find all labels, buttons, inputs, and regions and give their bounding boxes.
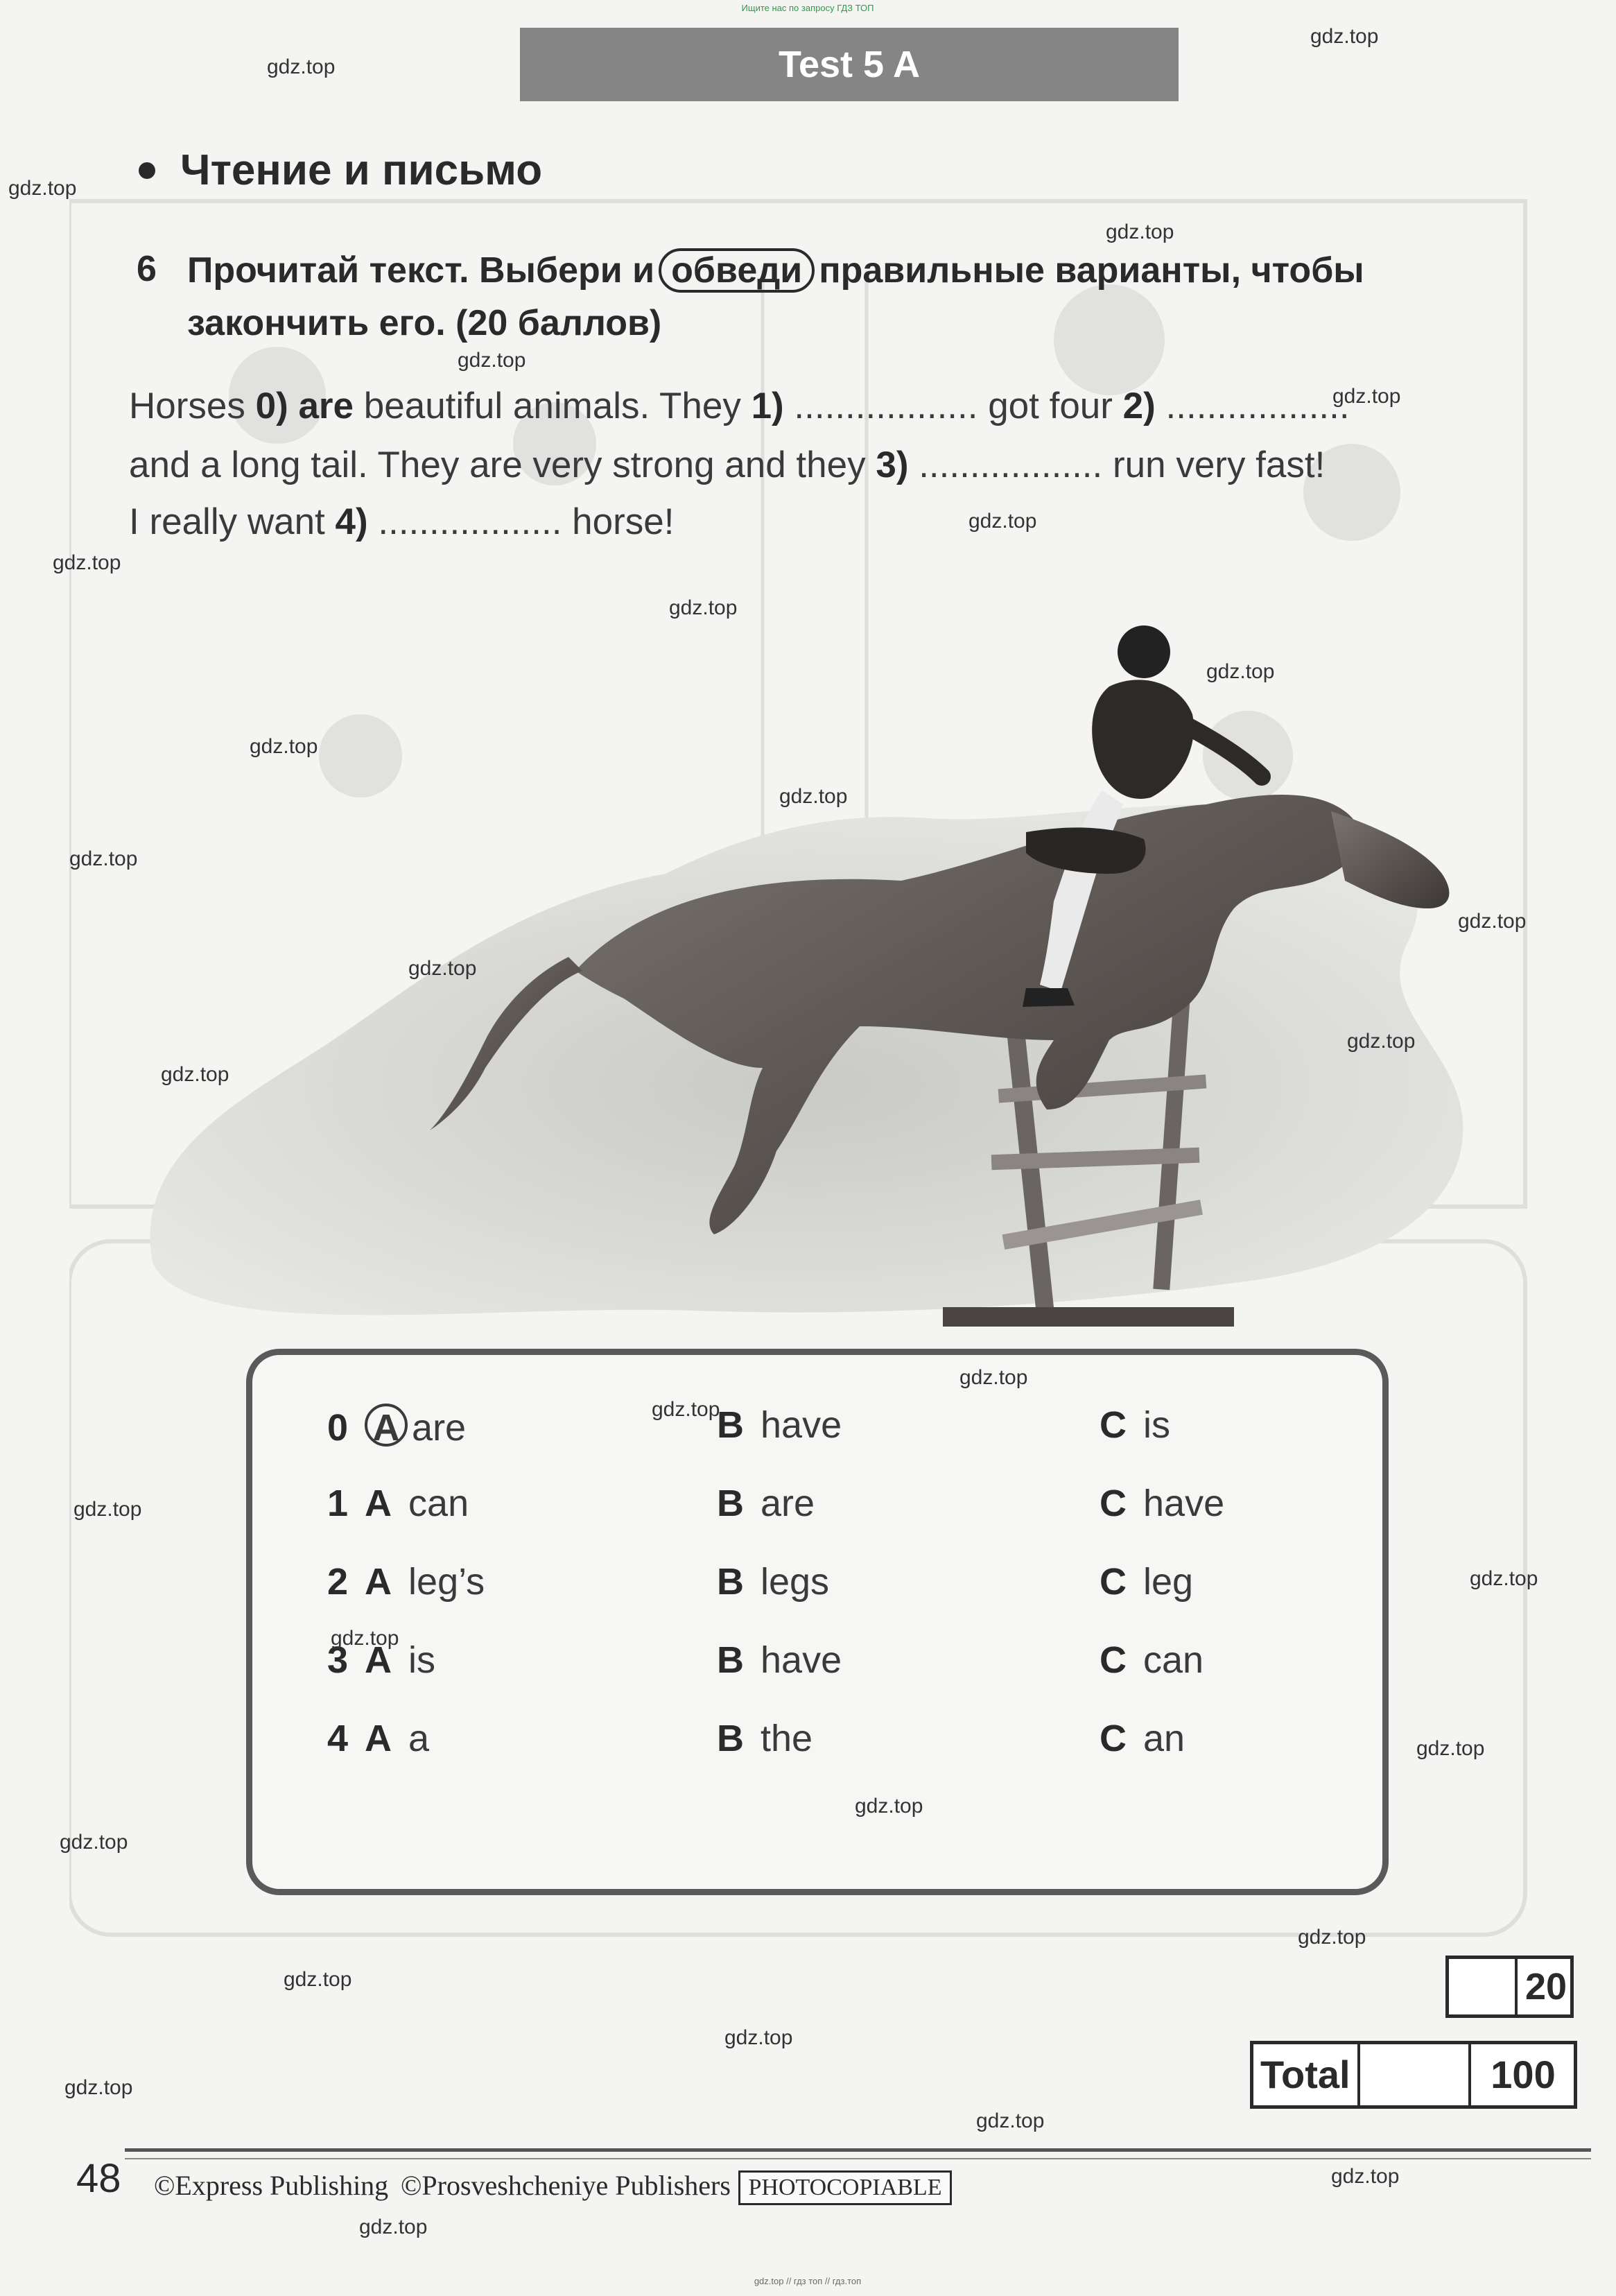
photocopiable-label: PHOTOCOPIABLE <box>738 2170 952 2205</box>
watermark: gdz.top <box>1298 1926 1366 1949</box>
watermark: gdz.top <box>1416 1737 1485 1760</box>
task-number: 6 <box>137 249 157 289</box>
watermark: gdz.top <box>652 1398 720 1421</box>
watermark: gdz.top <box>359 2216 428 2238</box>
option-a-text: are <box>412 1407 467 1449</box>
watermark: gdz.top <box>64 2076 133 2099</box>
option-a-letter[interactable]: A <box>365 1561 392 1603</box>
watermark: gdz.top <box>1206 660 1275 683</box>
bottom-notice: gdz.top // гдз топ // гдз.топ <box>754 2276 862 2286</box>
option-row-0 <box>252 1404 1382 1459</box>
option-b-text: the <box>761 1718 813 1759</box>
option-b-letter[interactable]: B <box>717 1404 744 1446</box>
watermark: gdz.top <box>284 1968 352 1991</box>
footer-rule-thin <box>125 2158 1591 2159</box>
passage-gap-marker: 1) <box>751 386 784 426</box>
option-b-text: have <box>761 1404 842 1446</box>
option-c-text: an <box>1143 1718 1185 1759</box>
option-a-text: is <box>408 1639 436 1681</box>
option-a-letter[interactable]: A <box>365 1483 392 1524</box>
watermark: gdz.top <box>458 349 526 372</box>
watermark: gdz.top <box>53 551 121 574</box>
option-c-letter[interactable]: C <box>1100 1718 1127 1759</box>
section-heading-text: Чтение и письмо <box>180 146 543 194</box>
task-instruction-line-2: закончить его. (20 баллов) <box>187 303 662 343</box>
option-number: 0 <box>327 1407 349 1449</box>
answer-options-box <box>246 1349 1389 1895</box>
watermark: gdz.top <box>1331 2165 1400 2188</box>
option-c-letter[interactable]: C <box>1100 1639 1127 1681</box>
option-c-letter[interactable]: C <box>1100 1561 1127 1603</box>
bullet-icon <box>139 162 155 179</box>
option-number: 4 <box>327 1718 349 1759</box>
watermark: gdz.top <box>69 847 138 870</box>
score-divider <box>1515 1959 1518 2014</box>
option-b-letter[interactable]: B <box>717 1483 744 1524</box>
passage-text: .................. run very fast! <box>908 444 1326 485</box>
option-b-letter[interactable]: B <box>717 1718 744 1759</box>
watermark: gdz.top <box>1310 25 1379 48</box>
task-text-before: Прочитай текст. Выбери и <box>187 250 655 291</box>
page-number: 48 <box>76 2156 121 2201</box>
watermark: gdz.top <box>60 1831 128 1854</box>
option-number: 1 <box>327 1483 349 1524</box>
watermark: gdz.top <box>408 957 477 980</box>
passage-line-1 <box>129 385 1350 427</box>
option-number: 2 <box>327 1561 349 1603</box>
watermark: gdz.top <box>855 1795 923 1818</box>
option-b-letter[interactable]: B <box>717 1561 744 1603</box>
option-a-letter[interactable]: A <box>365 1639 392 1681</box>
score-entry-field[interactable] <box>1449 1959 1515 2014</box>
passage-gap-marker: 2) <box>1122 386 1156 426</box>
test-title-bar <box>520 28 1179 101</box>
passage-text: .................. got four <box>783 386 1123 426</box>
option-number: 3 <box>327 1639 349 1681</box>
watermark: gdz.top <box>976 2109 1045 2132</box>
option-c-text: have <box>1143 1483 1225 1524</box>
option-c-text: can <box>1143 1639 1204 1681</box>
option-b-text: have <box>761 1639 842 1681</box>
watermark: gdz.top <box>8 177 77 200</box>
passage-line-3 <box>129 501 674 543</box>
task-text-after: правильные варианты, чтобы <box>819 250 1364 291</box>
passage-gap-marker: 4) <box>335 501 368 542</box>
watermark: gdz.top <box>724 2026 793 2049</box>
passage-text: Horses <box>129 386 256 426</box>
option-c-letter[interactable]: C <box>1100 1404 1127 1446</box>
watermark: gdz.top <box>161 1063 229 1086</box>
horse-jumping-illustration <box>125 582 1553 1359</box>
watermark: gdz.top <box>968 510 1037 533</box>
option-c-letter[interactable]: C <box>1100 1483 1127 1524</box>
footer-rule <box>125 2148 1591 2152</box>
test-title: Test 5 A <box>778 44 921 85</box>
option-c-text: leg <box>1143 1561 1194 1603</box>
passage-text: I really want <box>129 501 336 542</box>
task-instruction-line-1 <box>187 248 1364 293</box>
passage-text: .................. <box>1155 386 1350 426</box>
top-notice: Ищите нас по запросу ГДЗ ТОП <box>741 3 874 13</box>
circled-word: обведи <box>659 248 815 293</box>
watermark: gdz.top <box>73 1498 142 1521</box>
watermark: gdz.top <box>959 1366 1028 1389</box>
option-a-text: can <box>408 1483 469 1524</box>
option-row-1 <box>252 1482 1382 1537</box>
option-b-text: legs <box>761 1561 830 1603</box>
watermark: gdz.top <box>1458 910 1527 933</box>
passage-line-2 <box>129 444 1325 486</box>
watermark: gdz.top <box>669 596 738 619</box>
option-row-4 <box>252 1717 1382 1772</box>
publisher-credit-1: ©Express Publishing <box>154 2170 389 2201</box>
total-score-box <box>1250 2041 1577 2109</box>
option-a-text: a <box>408 1718 430 1759</box>
score-max: 20 <box>1524 1966 1567 2008</box>
watermark: gdz.top <box>331 1627 399 1650</box>
watermark: gdz.top <box>1470 1567 1538 1590</box>
option-b-text: are <box>761 1483 815 1524</box>
passage-text: .................. horse! <box>367 501 675 542</box>
option-c-text: is <box>1143 1404 1170 1446</box>
passage-text: beautiful animals. They <box>354 386 751 426</box>
section-heading <box>139 146 542 195</box>
passage-gap-marker: 0) are <box>255 386 354 426</box>
publisher-credit-2: ©Prosveshcheniye Publishers <box>401 2170 731 2201</box>
option-a-text: leg’s <box>408 1561 485 1603</box>
total-label: Total <box>1260 2053 1350 2096</box>
watermark: gdz.top <box>1332 385 1401 408</box>
total-max: 100 <box>1491 2053 1556 2096</box>
total-entry-field[interactable] <box>1360 2044 1468 2105</box>
passage-gap-marker: 3) <box>876 444 909 485</box>
task-score-box <box>1445 1956 1574 2018</box>
watermark: gdz.top <box>779 785 848 808</box>
watermark: gdz.top <box>250 735 318 758</box>
watermark: gdz.top <box>267 55 336 78</box>
option-row-3 <box>252 1639 1382 1694</box>
circled-answer-icon[interactable]: A <box>365 1404 408 1447</box>
watermark: gdz.top <box>1106 221 1174 243</box>
option-b-letter[interactable]: B <box>717 1639 744 1681</box>
option-a-letter[interactable]: A <box>365 1718 392 1759</box>
watermark: gdz.top <box>1347 1030 1416 1053</box>
passage-text: and a long tail. They are very strong and they <box>129 444 876 485</box>
option-row-2 <box>252 1560 1382 1616</box>
